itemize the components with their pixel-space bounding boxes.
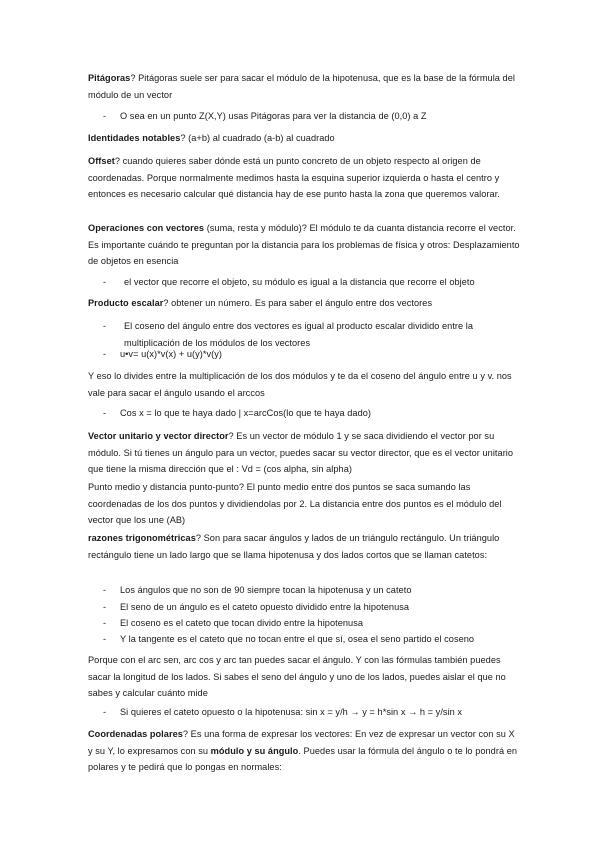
paragraph-polares-bold: módulo y su ángulo [210,745,299,756]
paragraph-punto-medio-text: Punto medio y distancia punto-punto? El punto medio entre dos puntos se saca sumando las coordenadas de los dos puntos y dividiendolas por 2. La distancia entre dos puntos es el módulo del vector que los une (AB) [88,482,502,525]
paragraph-divides [88,368,520,401]
paragraph-identidades [88,130,520,147]
paragraph-pitagoras-text: ? Pitágoras suele ser para sacar el módulo de la hipotenusa, que es la base de la fórmula del módulo de un vector [88,73,515,100]
term-producto: Producto escalar [88,298,164,308]
paragraph-operaciones [88,220,520,270]
list-dash: - [103,111,107,121]
paragraph-polares [88,726,520,776]
term-razones: razones trigonométricas [88,533,196,543]
list-item-text: u•v= u(x)*v(x) + u(y)*v(y) [120,349,223,359]
term-identidades: Identidades notables [88,133,181,143]
list-dash: - [103,349,107,359]
list-item-text: El seno de un ángulo es el cateto opuesto dividido entre la hipotenusa [120,602,410,612]
list-item-text: El coseno es el cateto que tocan divido entre la hipotenusa [120,618,364,628]
paragraph-offset-text: ? cuando quieres saber dónde está un punto concreto de un objeto respecto al origen de coordenadas. Porque normalmente medimos hasta la esquina superior izquierda o hasta el centro y entonces es necesario calcular qué distancia hay de ese punto hasta la zona que queremos valorar. [88,156,500,199]
paragraph-divides-text: Y eso lo divides entre la multiplicación de los dos módulos y te da el coseno del ángulo entre u y v. nos vale para sacar el ángulo usando el arccos [88,371,512,398]
list-dash: - [103,618,107,628]
paragraph-punto-medio [88,479,520,529]
list-dash: - [103,707,107,717]
paragraph-producto [88,295,520,312]
term-unitario: Vector unitario y vector director [88,431,229,441]
paragraph-polares-text-3: . Puedes usar la fórmula del ángulo o te lo pondrá en polares y te pedirá que lo pongas en normales: [88,745,518,772]
list-item-text: El coseno del ángulo entre dos vectores es igual al producto escalar dividido entre la multiplicación de los módulos de los vectores [124,321,474,348]
list-item-text: O sea en un punto Z(X,Y) usas Pitágoras para ver la distancia de (0,0) a Z [120,111,427,121]
list-item-text: Los ángulos que no son de 90 siempre tocan la hipotenusa y un cateto [120,585,412,595]
term-polares: Coordenadas polares [88,729,183,739]
paragraph-unitario-text: ? Es un vector de módulo 1 y se saca dividiendo el vector por su módulo. Si tú tienes un ángulo para un vector, puedes sacar su vector director, que es el vector unitario que tiene la misma dirección que el : Vd = (cos alpha, sin alpha) [88,431,514,474]
term-operaciones: Operaciones con vectores [88,223,205,233]
term-pitagoras: Pitágoras [88,73,131,83]
paragraph-operaciones-text: (suma, resta y módulo)? El módulo te da cuanta distancia recorre el vector. Es importante cuándo te preguntan por la distancia para los problemas de física y otros: Desplazamiento de objetos en esencia [88,223,520,266]
list-dash: - [103,321,107,331]
list-dash: - [103,602,107,612]
list-item-text: Si quieres el cateto opuesto o la hipotenusa: sin x = y/h → y = h*sin x → h = y/sin x [120,707,463,717]
paragraph-pitagoras [88,70,520,103]
list-dash: - [103,585,107,595]
list-item-text: Y la tangente es el cateto que no tocan entre el que sí, osea el seno partido el coseno [120,634,475,644]
paragraph-razones-text: ? Son para sacar ángulos y lados de un triángulo rectángulo. Un triángulo rectángulo tiene un lado largo que se llama hipotenusa y dos lados cortos que se llaman catetos: [88,533,500,560]
list-dash: - [103,408,107,418]
list-item-text: Cos x = lo que te haya dado | x=arcCos(lo que te haya dado) [120,408,372,418]
paragraph-arc-text: Porque con el arc sen, arc cos y arc tan puedes sacar el ángulo. Y con las fórmulas también puedes sacar la longitud de los lados. Si sabes el seno del ángulo y uno de los lados, puedes aislar el que no sabes y calcular cuánto mide [88,655,506,698]
paragraph-offset [88,153,520,203]
list-item-text: el vector que recorre el objeto, su módulo es igual a la distancia que recorre el objeto [124,277,475,287]
paragraph-producto-text: ? obtener un número. Es para saber el ángulo entre dos vectores [163,298,433,308]
paragraph-identidades-text: ? (a+b) al cuadrado (a-b) al cuadrado [180,133,335,143]
term-offset: Offset [88,156,115,166]
list-dash: - [103,277,107,287]
paragraph-unitario [88,428,520,478]
list-dash: - [103,634,107,644]
paragraph-arc [88,652,520,702]
paragraph-razones [88,530,520,563]
paragraph-polares-text-1: ? Es una forma de expresar los vectores: En vez de expresar un vector con su X y su Y, lo expresamos con su [88,729,515,756]
